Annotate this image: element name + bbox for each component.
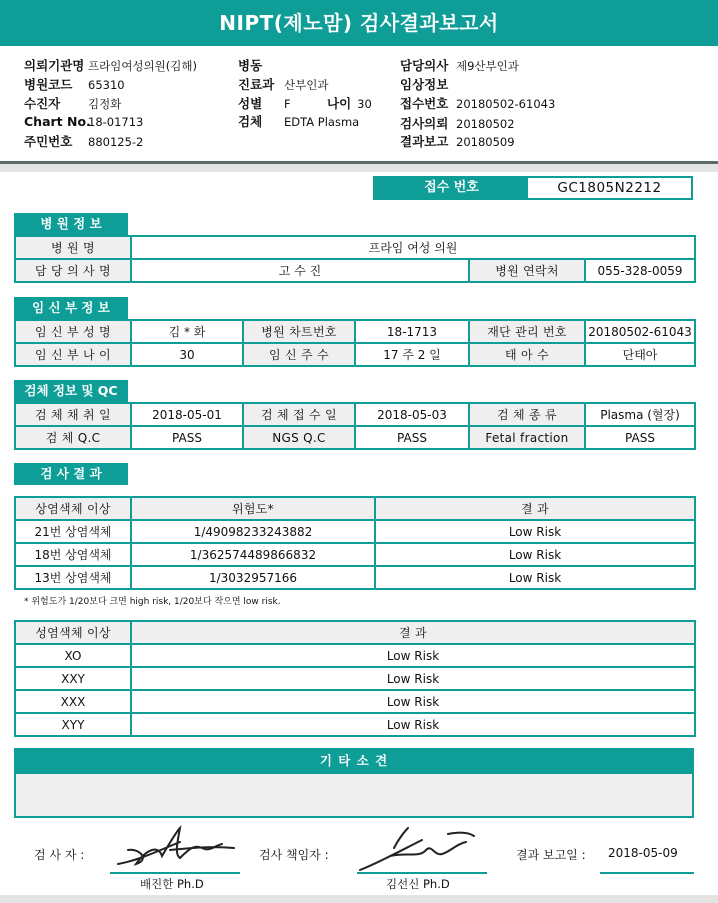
tester-signature-line <box>110 872 240 874</box>
foundation-no-label: 재단 관리 번호 <box>469 320 585 343</box>
foundation-no-value: 20180502-61043 <box>585 320 695 343</box>
chromosome-label: 18번 상염색체 <box>15 543 131 566</box>
info-receipt-no: 접수번호 20180502-61043 <box>400 96 556 111</box>
specimen-type-value: Plasma (혈장) <box>585 403 695 426</box>
section-misc-opinion: 기 타 소 견 <box>14 748 694 774</box>
sex-chromosome-label: XYY <box>15 713 131 736</box>
chromosome-label: 13번 상염색체 <box>15 566 131 589</box>
receipt-number-box <box>373 176 693 200</box>
result-value: Low Risk <box>131 667 695 690</box>
pregnant-name-label: 임 신 부 성 명 <box>15 320 131 343</box>
risk-value: 1/49098233243882 <box>131 520 375 543</box>
specimen-type-label: 검 체 종 류 <box>469 403 585 426</box>
fetal-fraction-label: Fetal fraction <box>469 426 585 449</box>
info-department: 진료과 산부인과 <box>238 77 329 92</box>
sex-chromosome-label: XXY <box>15 667 131 690</box>
hospital-name-label: 병 원 명 <box>15 236 131 259</box>
table-row <box>15 520 695 543</box>
hospital-contact-label: 병원 연락처 <box>469 259 585 282</box>
risk-value: 1/3032957166 <box>131 566 375 589</box>
report-date-line <box>600 872 694 874</box>
fetus-count-label: 태 아 수 <box>469 343 585 366</box>
info-ward: 병동 <box>238 58 263 73</box>
table-row <box>15 690 695 713</box>
info-report-date: 결과보고 20180509 <box>400 134 515 149</box>
info-doctor: 담당의사 제9산부인과 <box>400 58 519 73</box>
ngs-qc-value: PASS <box>355 426 469 449</box>
column-header: 상염색체 이상 <box>15 497 131 520</box>
result-value: Low Risk <box>375 520 695 543</box>
collection-date-value: 2018-05-01 <box>131 403 243 426</box>
specimen-qc-label: 검 체 Q.C <box>15 426 131 449</box>
doctor-name-value: 고 수 진 <box>131 259 469 282</box>
risk-footnote: * 위험도가 1/20보다 크면 high risk, 1/20보다 작으면 low risk. <box>24 597 281 607</box>
tester-signature-icon <box>110 820 240 872</box>
table-row <box>15 644 695 667</box>
receipt-number-value: GC1805N2212 <box>557 180 662 196</box>
column-header: 위험도* <box>131 497 375 520</box>
bottom-strip <box>0 895 718 903</box>
pregnant-name-value: 김 * 화 <box>131 320 243 343</box>
manager-name: 김선신 Ph.D <box>386 877 450 891</box>
info-resident-no: 주민번호 880125-2 <box>24 134 144 149</box>
table-row <box>15 236 695 259</box>
info-clinical: 임상정보 <box>400 77 449 92</box>
chart-no-label: 병원 차트번호 <box>243 320 355 343</box>
chart-no-value: 18-1713 <box>355 320 469 343</box>
fetus-count-value: 단태아 <box>585 343 695 366</box>
info-sex: 성별 F <box>238 96 291 111</box>
info-hospital-code: 병원코드 65310 <box>24 77 125 92</box>
result-value: Low Risk <box>131 713 695 736</box>
gestation-value: 17 주 2 일 <box>355 343 469 366</box>
manager-label: 검사 책임자 : <box>259 848 329 862</box>
table-row <box>15 343 695 366</box>
pregnant-age-value: 30 <box>131 343 243 366</box>
sex-chromosome-table <box>14 620 696 737</box>
hospital-info-table <box>14 235 696 283</box>
column-header: 결 과 <box>131 621 695 644</box>
patient-info-block <box>0 46 718 164</box>
result-value: Low Risk <box>131 690 695 713</box>
report-title: NIPT(제노맘) 검사결과보고서 <box>0 0 718 46</box>
column-header: 성염색체 이상 <box>15 621 131 644</box>
ngs-qc-label: NGS Q.C <box>243 426 355 449</box>
report-date-value: 2018-05-09 <box>608 846 678 860</box>
result-value: Low Risk <box>131 644 695 667</box>
table-header-row <box>15 621 695 644</box>
table-row <box>15 320 695 343</box>
section-test-results: 검 사 결 과 <box>14 463 128 485</box>
pregnant-age-label: 임 신 부 나 이 <box>15 343 131 366</box>
result-value: Low Risk <box>375 543 695 566</box>
table-row <box>15 543 695 566</box>
receipt-number-label: 접수 번호 <box>375 178 528 198</box>
result-value: Low Risk <box>375 566 695 589</box>
info-age: 나이 30 <box>327 96 372 111</box>
info-institution: 의뢰기관명 프라임여성의원(김해) <box>24 58 197 73</box>
autosomal-results-table <box>14 496 696 590</box>
manager-signature-line <box>357 872 487 874</box>
sex-chromosome-label: XXX <box>15 690 131 713</box>
info-patient-name: 수진자 김정화 <box>24 96 122 111</box>
section-hospital-info: 병 원 정 보 <box>14 213 128 235</box>
tester-name: 배진한 Ph.D <box>140 877 204 891</box>
section-pregnant-info: 임 신 부 정 보 <box>14 297 128 319</box>
table-row <box>15 667 695 690</box>
divider-strip <box>0 164 718 172</box>
specimen-qc-table <box>14 402 696 450</box>
chromosome-label: 21번 상염색체 <box>15 520 131 543</box>
hospital-contact-value: 055-328-0059 <box>585 259 695 282</box>
sex-chromosome-label: XO <box>15 644 131 667</box>
receipt-date-label: 검 체 접 수 일 <box>243 403 355 426</box>
collection-date-label: 검 체 채 취 일 <box>15 403 131 426</box>
table-row <box>15 426 695 449</box>
info-chart-no: Chart No.18-01713 <box>24 114 144 129</box>
risk-value: 1/362574489866832 <box>131 543 375 566</box>
info-request-date: 검사의뢰 20180502 <box>400 116 515 131</box>
table-row <box>15 566 695 589</box>
misc-opinion-body <box>14 774 694 818</box>
section-specimen-qc: 검체 정보 및 QC <box>14 380 128 402</box>
report-date-label: 결과 보고일 : <box>516 848 586 862</box>
doctor-name-label: 담 당 의 사 명 <box>15 259 131 282</box>
table-header-row <box>15 497 695 520</box>
fetal-fraction-value: PASS <box>585 426 695 449</box>
receipt-date-value: 2018-05-03 <box>355 403 469 426</box>
specimen-qc-value: PASS <box>131 426 243 449</box>
hospital-name-value: 프라임 여성 의원 <box>131 236 695 259</box>
tester-label: 검 사 자 : <box>34 848 85 862</box>
table-row <box>15 259 695 282</box>
info-specimen: 검체 EDTA Plasma <box>238 114 360 129</box>
column-header: 결 과 <box>375 497 695 520</box>
pregnant-info-table <box>14 319 696 367</box>
gestation-label: 임 신 주 수 <box>243 343 355 366</box>
manager-signature-icon <box>350 822 490 874</box>
table-row <box>15 713 695 736</box>
table-row <box>15 403 695 426</box>
